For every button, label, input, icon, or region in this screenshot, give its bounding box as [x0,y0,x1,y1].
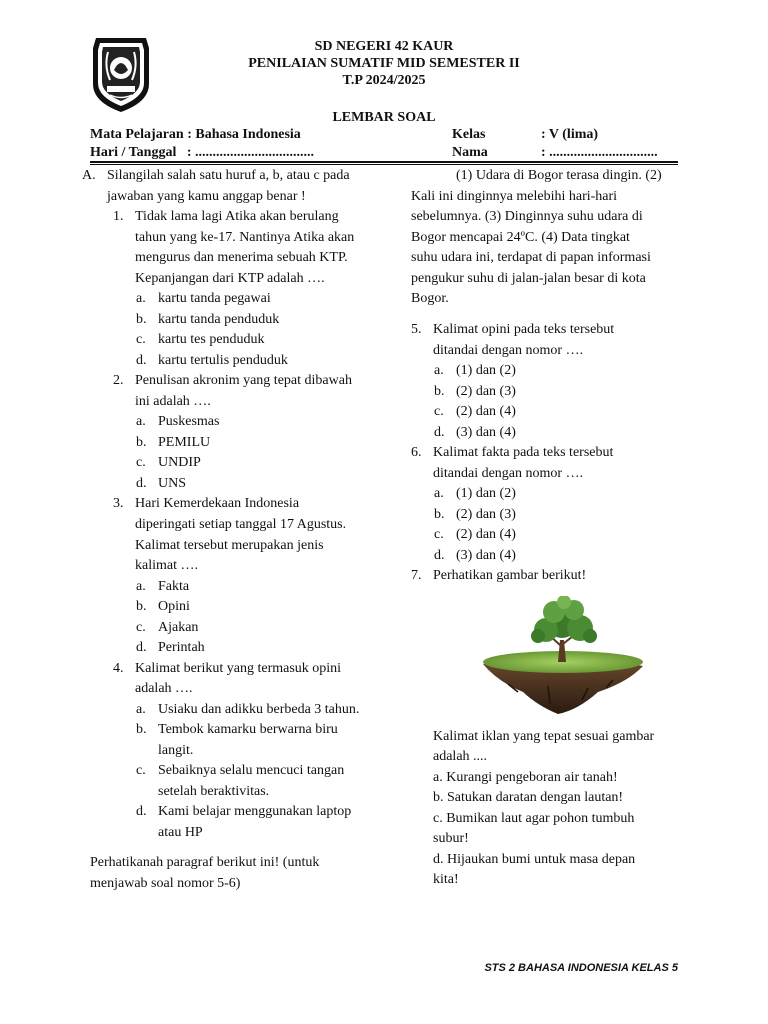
question-line: Kalimat iklan yang tepat sesuai gambar [433,729,655,744]
answer-option[interactable]: b. Satukan daratan dengan lautan! [433,790,624,805]
question-line: Hari Kemerdekaan Indonesia [135,496,300,511]
option-letter[interactable]: c. [434,527,444,542]
page-footer: STS 2 BAHASA INDONESIA KELAS 5 [484,962,678,974]
question-line: Kalimat berikut yang termasuk opini [135,661,342,676]
answer-option: subur! [433,831,469,846]
header-divider-thin [90,164,678,165]
header-divider [90,161,678,163]
option-text: (1) dan (2) [456,486,516,501]
option-letter[interactable]: c. [136,763,146,778]
option-letter[interactable]: b. [434,507,445,522]
instruction-line: jawaban yang kamu anggap benar ! [107,189,306,204]
option-letter[interactable]: b. [434,384,445,399]
option-letter[interactable]: a. [136,291,146,306]
school-emblem-icon [88,32,154,114]
question-line: Tidak lama lagi Atika akan berulang [135,209,339,224]
option-letter[interactable]: a. [434,363,444,378]
date-field: Hari / Tanggal : .................................. [90,145,315,160]
subject-label: Mata Pelajaran : Bahasa Indonesia [90,127,301,142]
option-text: (2) dan (3) [456,507,516,522]
floating-island-tree-image [478,596,648,716]
option-text: langit. [158,743,194,758]
question-line: kalimat …. [135,558,198,573]
option-text: setelah beraktivitas. [158,784,270,799]
question-number: 1. [113,209,124,224]
option-letter[interactable]: a. [136,579,146,594]
option-letter[interactable]: b. [136,312,147,327]
option-text: Tembok kamarku berwarna biru [158,722,338,737]
question-line: ini adalah …. [135,394,211,409]
option-letter[interactable]: d. [136,804,147,819]
question-line: ditandai dengan nomor …. [433,466,584,481]
option-letter[interactable]: a. [136,702,146,717]
question-line: tahun yang ke-17. Nantinya Atika akan [135,230,355,245]
question-number: 7. [411,568,422,583]
question-line: Kalimat opini pada teks tersebut [433,322,615,337]
option-letter[interactable]: d. [434,548,445,563]
class-label: Kelas [452,127,486,142]
question-line: Kepanjangan dari KTP adalah …. [135,271,325,286]
question-line: adalah …. [135,681,193,696]
option-letter[interactable]: d. [136,476,147,491]
option-letter[interactable]: a. [434,486,444,501]
question-line: Kalimat fakta pada teks tersebut [433,445,614,460]
question-line: mengurus dan menerima sebuah KTP. [135,250,348,265]
option-text: UNS [158,476,187,491]
option-text: Perintah [158,640,205,655]
question-number: 5. [411,322,422,337]
option-text: kartu tanda pegawai [158,291,271,306]
question-number: 3. [113,496,124,511]
class-value: : V (lima) [541,127,599,142]
option-letter[interactable]: a. [136,414,146,429]
question-number: 4. [113,661,124,676]
paragraph-line: Bogor. [411,291,449,306]
option-text: PEMILU [158,435,211,450]
option-letter[interactable]: b. [136,722,147,737]
name-label: Nama [452,145,488,160]
exam-title: PENILAIAN SUMATIF MID SEMESTER II [248,56,520,71]
question-number: 2. [113,373,124,388]
answer-option: kita! [433,872,459,887]
answer-option[interactable]: a. Kurangi pengeboran air tanah! [433,770,618,785]
option-letter[interactable]: c. [136,455,146,470]
question-line: Perhatikan gambar berikut! [433,568,587,583]
option-letter[interactable]: c. [434,404,444,419]
name-field: : ............................... [541,145,658,160]
option-text: Sebaiknya selalu mencuci tangan [158,763,345,778]
option-text: atau HP [158,825,203,840]
option-text: Kami belajar menggunakan laptop [158,804,352,819]
instruction-note: Perhatikanah paragraf berikut ini! (untuk [90,855,320,870]
option-text: (2) dan (3) [456,384,516,399]
option-text: UNDIP [158,455,201,470]
option-text: (2) dan (4) [456,527,516,542]
option-letter[interactable]: c. [136,332,146,347]
school-name: SD NEGERI 42 KAUR [314,39,454,54]
question-number: 6. [411,445,422,460]
option-letter[interactable]: b. [136,599,147,614]
option-text: Opini [158,599,190,614]
option-text: (2) dan (4) [456,404,516,419]
instruction-note: menjawab soal nomor 5-6) [90,876,241,891]
option-letter[interactable]: d. [136,353,147,368]
question-line: adalah .... [433,749,488,764]
paragraph-line: Bogor mencapai 24ºC. (4) Data tingkat [411,230,630,245]
option-letter[interactable]: d. [434,425,445,440]
paragraph-line: Kali ini dinginnya melebihi hari-hari [411,189,618,204]
question-line: ditandai dengan nomor …. [433,343,584,358]
option-letter[interactable]: c. [136,620,146,635]
instruction-line: Silangilah salah satu huruf a, b, atau c pada [107,168,350,183]
option-text: kartu tanda penduduk [158,312,280,327]
option-text: (3) dan (4) [456,425,516,440]
option-text: (1) dan (2) [456,363,516,378]
question-line: Penulisan akronim yang tepat dibawah [135,373,352,388]
question-line: diperingati setiap tanggal 17 Agustus. [135,517,347,532]
option-letter[interactable]: d. [136,640,147,655]
option-text: kartu tes penduduk [158,332,265,347]
option-text: Puskesmas [158,414,220,429]
sheet-title: LEMBAR SOAL [332,110,436,125]
paragraph-line: suhu udara ini, terdapat di papan informasi [411,250,651,265]
answer-option[interactable]: c. Bumikan laut agar pohon tumbuh [433,811,635,826]
school-year: T.P 2024/2025 [342,73,426,88]
option-text: (3) dan (4) [456,548,516,563]
option-text: kartu tertulis penduduk [158,353,288,368]
question-line: Kalimat tersebut merupakan jenis [135,538,324,553]
option-letter[interactable]: b. [136,435,147,450]
option-text: Fakta [158,579,190,594]
section-letter: A. [82,168,96,183]
paragraph-line: pengukur suhu di jalan-jalan besar di kota [411,271,646,286]
answer-option[interactable]: d. Hijaukan bumi untuk masa depan [433,852,636,867]
paragraph-line: (1) Udara di Bogor terasa dingin. (2) [456,168,662,183]
paragraph-line: sebelumnya. (3) Dinginnya suhu udara di [411,209,643,224]
option-text: Ajakan [158,620,199,635]
option-text: Usiaku dan adikku berbeda 3 tahun. [158,702,360,717]
